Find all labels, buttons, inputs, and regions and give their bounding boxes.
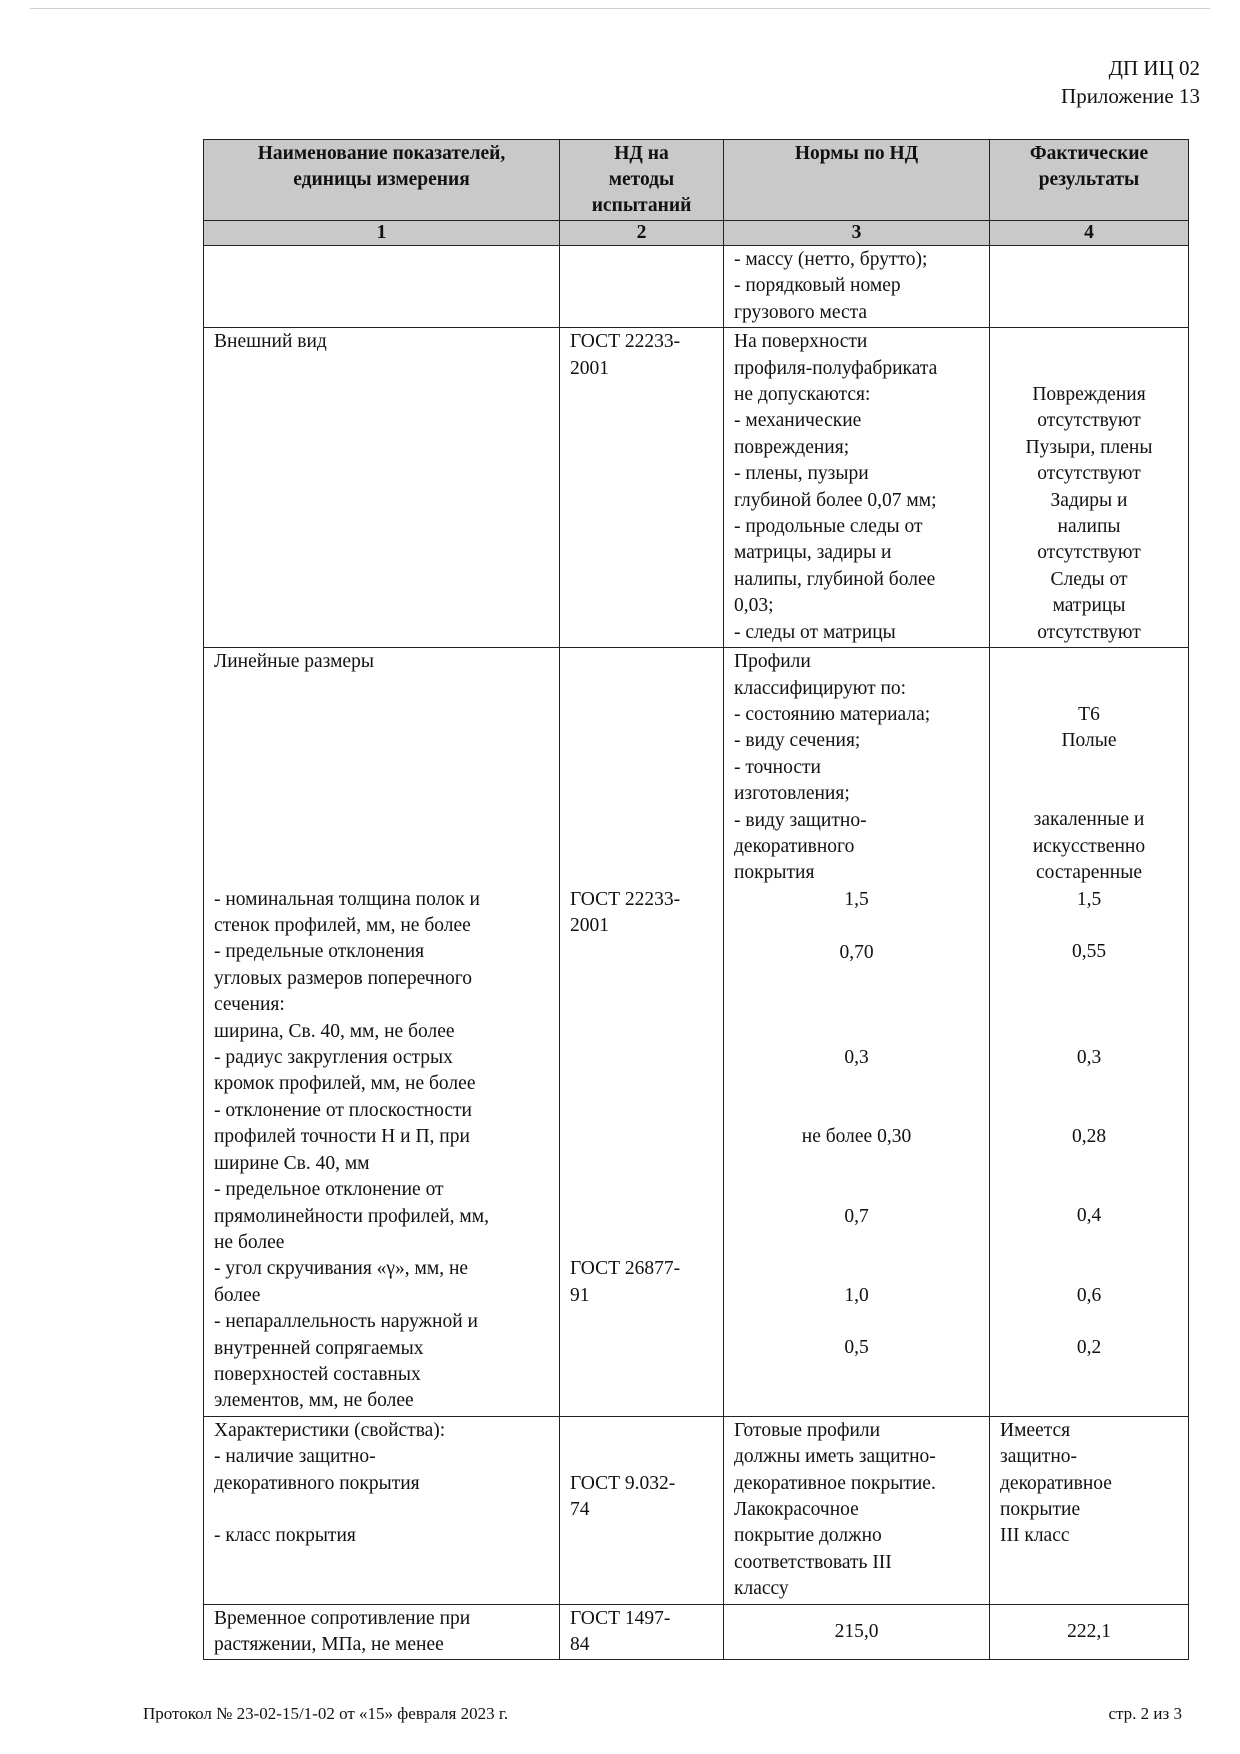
method-gost-22233: ГОСТ 22233-	[570, 888, 681, 910]
param-name-twist: - угол скручивания «γ», мм, не	[214, 1258, 469, 1280]
cell-method: ГОСТ 22233- 2001	[560, 328, 724, 648]
norm-angular: 0,70	[839, 941, 874, 963]
page-number: стр. 2 из 3	[1108, 1704, 1182, 1723]
result-twist: 0,6	[1076, 1284, 1102, 1306]
cell-indicator: Внешний вид	[204, 328, 560, 648]
col-header-norms: Нормы по НД	[724, 140, 990, 221]
cell-indicator	[204, 246, 560, 328]
table-row-tensile-strength	[204, 1604, 1189, 1660]
table-row-linear-dimensions	[204, 648, 1189, 1417]
cell-results: 222,1	[990, 1604, 1189, 1660]
table-row-coating	[204, 1416, 1189, 1604]
cell-indicator: Линейные размеры - номинальная толщина полок и стенок профилей, мм, не более - предельные отклонения угловых размеров поперечного сечения: ширина, Св. 40, мм, не более - радиус закругления острых кромок профилей, мм, не более - отклонение от плоскостности профилей точности Н и П, при ширине Св. 40, мм - предельное отклонение от прямолинейности профилей, мм, не более - угол скручивания «γ», мм, не более - непараллельность наружной и внутренней сопрягаемых поверхностей составных элементов, мм, не более	[204, 648, 560, 1417]
param-name-parallelism: - непараллельность наружной и	[214, 1311, 478, 1333]
test-results-table	[203, 139, 1189, 1660]
col-number-1: 1	[204, 221, 560, 246]
col-number-2: 2	[560, 221, 724, 246]
table-row-appearance	[204, 328, 1189, 648]
col-header-indicator: Наименование показателей, единицы измерения	[204, 140, 560, 221]
col-header-method: НД на методы испытаний	[560, 140, 724, 221]
norm-parallelism: 0,5	[844, 1337, 869, 1359]
param-name-thickness: - номинальная толщина полок и	[214, 888, 480, 910]
norm-straightness: 0,7	[844, 1205, 869, 1227]
column-number-row	[204, 221, 1189, 246]
cell-norms: Профили классифицируют по: - состоянию материала; - виду сечения; - точности изготовления; - виду защитно- декоративного покрытия 1,5 0,70 0,3 не более 0,30 0,7 1,0 0,5	[724, 648, 990, 1417]
param-name-radius: - радиус закругления острых	[214, 1047, 453, 1069]
cell-method: ГОСТ 22233- 2001 ГОСТ 26877- 91	[560, 648, 724, 1417]
method-gost-26877: ГОСТ 26877-	[570, 1258, 681, 1280]
result-parallelism: 0,2	[1076, 1337, 1102, 1359]
doc-code: ДП ИЦ 02	[1108, 56, 1200, 80]
result-angular: 0,55	[1071, 941, 1107, 963]
table-row-marking-continued	[204, 246, 1189, 328]
cell-norms: 215,0	[724, 1604, 990, 1660]
cell-method	[560, 246, 724, 328]
norm-thickness: 1,5	[844, 888, 869, 910]
col-header-results: Фактические результаты	[990, 140, 1189, 221]
result-straightness: 0,4	[1076, 1205, 1102, 1227]
param-name-angular: - предельные отклонения	[214, 941, 425, 963]
col-number-3: 3	[724, 221, 990, 246]
document-header	[1061, 54, 1200, 110]
table-header-row	[204, 140, 1189, 221]
cell-results	[990, 246, 1189, 328]
protocol-reference: Протокол № 23-02-15/1-02 от «15» февраля 2023 г.	[143, 1704, 509, 1723]
cell-norms: На поверхности профиля-полуфабриката не допускаются: - механические повреждения; - плены, пузыри глубиной более 0,07 мм; - продольные следы от матрицы, задиры и налипы, глубиной более 0,03; - следы от матрицы	[724, 328, 990, 648]
norm-twist: 1,0	[844, 1284, 869, 1306]
cell-results: Имеется защитно- декоративное покрытие III класс	[990, 1416, 1189, 1604]
cell-results: Т6 Полые закаленные и искусственно состаренные 1,5 0,55 0,3 0,28 0,4 0,6 0,2	[990, 648, 1189, 1417]
col-number-4: 4	[990, 221, 1189, 246]
cell-results: Повреждения отсутствуют Пузыри, плены отсутствуют Задиры и налипы отсутствуют Следы от матрицы отсутствуют	[990, 328, 1189, 648]
param-name-straightness: - предельное отклонение от	[214, 1179, 444, 1201]
appendix-label: Приложение 13	[1061, 84, 1200, 108]
cell-norms: - массу (нетто, брутто); - порядковый номер грузового места	[724, 246, 990, 328]
result-thickness: 1,5	[1076, 888, 1102, 910]
norm-radius: 0,3	[844, 1047, 869, 1069]
cell-indicator: Характеристики (свойства): - наличие защитно- декоративного покрытия - класс покрытия	[204, 1416, 560, 1604]
norm-flatness: не более 0,30	[801, 1126, 912, 1148]
param-name-flatness: - отклонение от плоскостности	[214, 1099, 472, 1121]
result-radius: 0,3	[1076, 1047, 1102, 1069]
cell-norms: Готовые профили должны иметь защитно- декоративное покрытие. Лакокрасочное покрытие должно соответствовать III классу	[724, 1416, 990, 1604]
scan-edge-line	[30, 8, 1210, 9]
cell-method: ГОСТ 1497- 84	[560, 1604, 724, 1660]
cell-indicator: Временное сопротивление при растяжении, МПа, не менее	[204, 1604, 560, 1660]
cell-method: ГОСТ 9.032- 74	[560, 1416, 724, 1604]
result-flatness: 0,28	[1071, 1126, 1107, 1148]
